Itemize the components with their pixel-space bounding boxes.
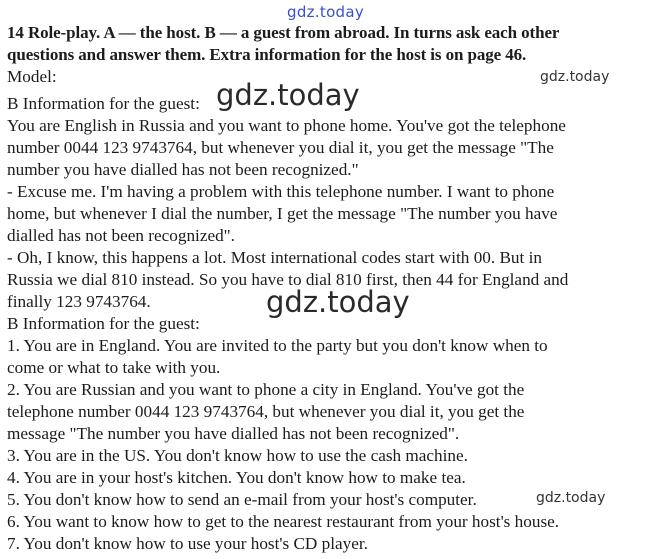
guest-line-2: home, but whenever I dial the number, I get the message "The number you have	[7, 204, 558, 223]
guest-info-line: 3. You are in the US. You don't know how to use the cash machine.	[7, 446, 468, 465]
watermark-mid-model: gdz.today	[216, 78, 360, 112]
host-line-3: finally 123 9743764.	[7, 292, 151, 311]
model-info-heading: B Information for the guest:	[7, 94, 200, 113]
scenario-line-1: You are English in Russia and you want to phone home. You've got the telephone	[7, 116, 566, 135]
guest-info-line: 4. You are in your host's kitchen. You don't know how to make tea.	[7, 468, 466, 487]
watermark-right-item5: gdz.today	[536, 490, 606, 506]
watermark-right-model: gdz.today	[540, 69, 610, 85]
task-title-line-2: questions and answer them. Extra information for the host is on page 46.	[7, 45, 527, 64]
model-label: Model:	[7, 67, 57, 86]
guest-info-line: come or what to take with you.	[7, 358, 221, 377]
scenario-line-3: number you have dialled has not been recognized."	[7, 160, 359, 179]
host-line-2: Russia we dial 810 instead. So you have to dial 810 first, then 44 for England and	[7, 270, 569, 289]
watermark-center: gdz.today	[266, 285, 410, 319]
guest-line-3: dialled has not been recognized".	[7, 226, 235, 245]
guest-line-1: - Excuse me. I'm having a problem with this telephone number. I want to phone	[7, 182, 555, 201]
guest-info-line: message "The number you have dialled has not been recognized".	[7, 424, 460, 443]
task-title-line-1: 14 Role-play. A — the host. B — a guest from abroad. In turns ask each other	[7, 23, 560, 42]
guest-info-line: telephone number 0044 123 9743764, but whenever you dial it, you get the	[7, 402, 525, 421]
host-line-1: - Oh, I know, this happens a lot. Most international codes start with 00. But in	[7, 248, 542, 267]
guest-info-line: 5. You don't know how to send an e-mail from your host's computer.	[7, 490, 477, 509]
guest-info-line: 6. You want to know how to get to the nearest restaurant from your host's house.	[7, 512, 560, 531]
scenario-line-2: number 0044 123 9743764, but whenever you dial it, you get the message "The	[7, 138, 554, 157]
watermark-top: gdz.today	[287, 3, 365, 21]
guest-info-line: 1. You are in England. You are invited to the party but you don't know when to	[7, 336, 548, 355]
guest-info-line: 7. You don't know how to use your host's CD player.	[7, 534, 368, 553]
guest-info-line: 2. You are Russian and you want to phone a city in England. You've got the	[7, 380, 525, 399]
guest-info-heading: B Information for the guest:	[7, 314, 200, 333]
